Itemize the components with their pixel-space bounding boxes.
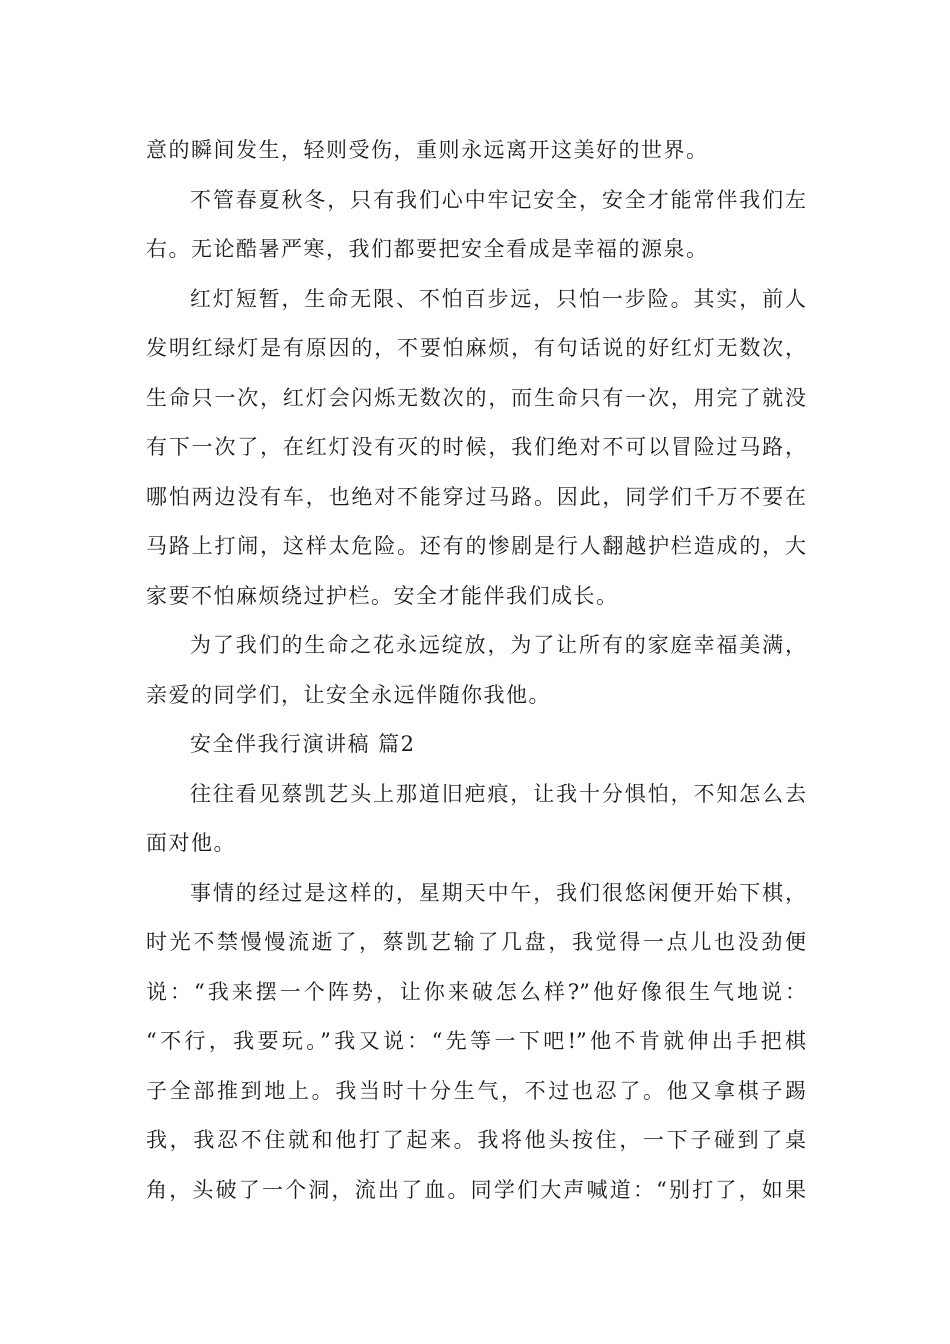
paragraph-first-line: 不管春夏秋冬，只有我们心中牢记安全，安全才能常伴我们左 bbox=[190, 187, 806, 212]
paragraph-first-line: 红灯短暂，生命无限、不怕百步远，只怕一步险。其实，前人 bbox=[190, 286, 806, 311]
body-line: 子全部推到地上。我当时十分生气，不过也忍了。他又拿棋子踢 bbox=[146, 1078, 806, 1103]
body-line: 马路上打闹，这样太危险。还有的惨剧是行人翻越护栏造成的，大 bbox=[146, 534, 806, 558]
body-line: 有下一次了，在红灯没有灭的时候，我们绝对不可以冒险过马路， bbox=[146, 435, 806, 459]
body-line: 说：“我来摆一个阵势，让你来破怎么样?”他好像很生气地说： bbox=[146, 979, 806, 1004]
section-heading: 安全伴我行演讲稿 篇2 bbox=[190, 732, 416, 756]
body-line: 亲爱的同学们，让安全永远伴随你我他。 bbox=[146, 682, 551, 707]
body-line: 发明红绿灯是有原因的，不要怕麻烦，有句话说的好红灯无数次， bbox=[146, 336, 806, 360]
document-body bbox=[146, 126, 806, 1215]
body-line: 我，我忍不住就和他打了起来。我将他头按住，一下子碰到了桌 bbox=[146, 1128, 806, 1152]
paragraph-first-line: 为了我们的生命之花永远绽放，为了让所有的家庭幸福美满， bbox=[190, 633, 806, 657]
body-line: 面对他。 bbox=[146, 831, 236, 855]
body-line: 角，头破了一个洞，流出了血。同学们大声喊道：“别打了，如果 bbox=[146, 1177, 806, 1202]
paragraph-first-line: 往往看见蔡凯艺头上那道旧疤痕，让我十分惧怕，不知怎么去 bbox=[190, 781, 806, 806]
body-line: 家要不怕麻烦绕过护栏。安全才能伴我们成长。 bbox=[146, 583, 619, 608]
body-line: “不行，我要玩。”我又说：“先等一下吧!”他不肯就伸出手把棋 bbox=[146, 1029, 806, 1053]
body-line: 哪怕两边没有车，也绝对不能穿过马路。因此，同学们千万不要在 bbox=[146, 484, 806, 509]
body-line: 意的瞬间发生，轻则受伤，重则永远离开这美好的世界。 bbox=[146, 138, 709, 162]
body-line: 生命只一次，红灯会闪烁无数次的，而生命只有一次，用完了就没 bbox=[146, 385, 806, 410]
body-line: 右。无论酷暑严寒，我们都要把安全看成是幸福的源泉。 bbox=[146, 237, 709, 261]
paragraph-first-line: 事情的经过是这样的，星期天中午，我们很悠闲便开始下棋， bbox=[190, 880, 806, 905]
body-line: 时光不禁慢慢流逝了，蔡凯艺输了几盘，我觉得一点儿也没劲便 bbox=[146, 930, 806, 954]
